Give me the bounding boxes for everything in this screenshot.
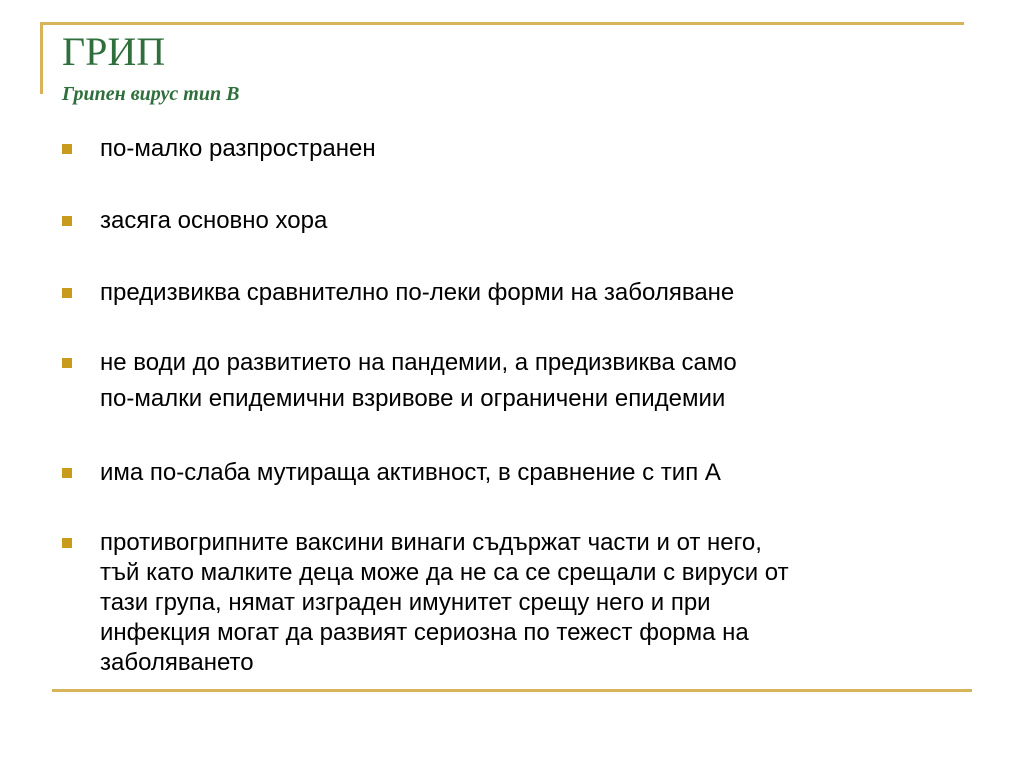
left-frame-line [40,22,43,94]
bullet-line: по-малки епидемични взривове и ограничени епидемии [100,385,726,412]
bullet-text [100,345,980,417]
bullet-line: тази група, нямат изграден имунитет срещу него и при [100,589,711,616]
bullet-line: има по-слаба мутираща активност, в сравнение с тип А [100,459,721,486]
bullet-line: заболяването [100,649,254,676]
bullet-text [100,460,980,486]
bullet-line: тъй като малките деца може да не са се срещали с вируси от [100,559,789,586]
square-bullet-icon [62,288,72,298]
square-bullet-icon [62,468,72,478]
square-bullet-icon [62,144,72,154]
bullet-text [100,136,980,162]
top-frame-line [40,22,964,25]
square-bullet-icon [62,358,72,368]
bullet-line: противогрипните ваксини винаги съдържат части и от него, [100,529,762,556]
bullet-line: предизвиква сравнително по-леки форми на заболяване [100,279,735,306]
slide-title: ГРИП [62,29,166,74]
square-bullet-icon [62,216,72,226]
bullet-text [100,208,980,234]
bottom-frame-line [52,689,972,692]
bullet-line: засяга основно хора [100,207,328,234]
bullet-line: по-малко разпространен [100,135,376,162]
slide-subtitle: Грипен вирус тип В [62,83,240,105]
bullet-line: не води до развитието на пандемии, а предизвиква само [100,349,737,376]
bullet-text [100,528,980,678]
bullet-text [100,280,980,306]
bullet-line: инфекция могат да развият сериозна по тежест форма на [100,619,749,646]
square-bullet-icon [62,538,72,548]
